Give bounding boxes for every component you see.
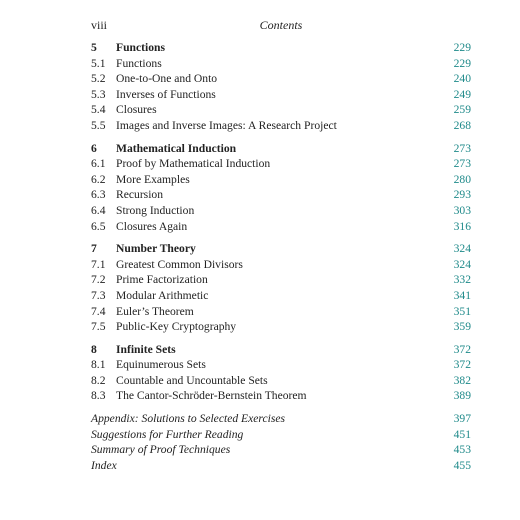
page-number-link[interactable]: 324 — [453, 242, 471, 256]
chapter-8-block — [91, 342, 471, 404]
toc-entry-section-7-5[interactable] — [91, 319, 471, 335]
page-number-link[interactable]: 229 — [453, 41, 471, 54]
section-number: 7.5 — [91, 320, 106, 334]
page-number-link[interactable]: 397 — [453, 412, 471, 426]
page-number-link[interactable]: 273 — [453, 157, 471, 171]
page-folio: viii — [91, 18, 108, 32]
toc-entry-section-5-2[interactable] — [91, 71, 471, 87]
back-matter-title: Summary of Proof Techniques — [91, 443, 231, 457]
section-title: Euler’s Theorem — [116, 304, 194, 318]
section-title: Public-Key Cryptography — [116, 320, 237, 334]
section-title: One-to-One and Onto — [116, 72, 218, 86]
chapter-5-block — [91, 40, 471, 134]
page-number-link[interactable]: 293 — [453, 188, 471, 202]
running-head-title: Contents — [259, 18, 303, 32]
section-title: Equinumerous Sets — [116, 358, 206, 372]
toc-entry-section-6-2[interactable] — [91, 172, 471, 188]
table-of-contents — [91, 40, 471, 404]
section-number: 6.1 — [91, 157, 106, 171]
toc-entry-index[interactable] — [91, 458, 471, 474]
toc-entry-section-6-3[interactable] — [91, 187, 471, 203]
toc-entry-section-5-1[interactable] — [91, 56, 471, 72]
section-number: 8.2 — [91, 373, 106, 387]
section-number: 5.2 — [91, 72, 106, 86]
back-matter-title: Suggestions for Further Reading — [91, 427, 244, 441]
section-number: 5.3 — [91, 87, 106, 101]
page-number-link[interactable]: 382 — [453, 373, 471, 387]
section-title: Closures — [116, 103, 157, 117]
page-number-link[interactable]: 316 — [453, 219, 471, 233]
page-number-link[interactable]: 451 — [453, 427, 471, 441]
section-number: 7.3 — [91, 288, 106, 302]
section-title: Proof by Mathematical Induction — [116, 157, 271, 171]
section-number: 5.1 — [91, 56, 106, 70]
chapter-number: 8 — [91, 342, 97, 356]
section-title: Images and Inverse Images: A Research Project — [116, 118, 337, 132]
chapter-title: Mathematical Induction — [116, 141, 237, 155]
section-title: Recursion — [116, 188, 164, 202]
section-title: Closures Again — [116, 219, 188, 233]
toc-entry-section-8-1[interactable] — [91, 357, 471, 373]
section-title: Functions — [116, 56, 162, 70]
running-head — [91, 18, 471, 36]
contents-page — [91, 18, 471, 473]
toc-entry-section-7-4[interactable] — [91, 304, 471, 320]
section-number: 5.5 — [91, 118, 106, 132]
back-matter-title: Appendix: Solutions to Selected Exercises — [91, 412, 286, 426]
section-number: 7.4 — [91, 304, 106, 318]
page-number-link[interactable]: 372 — [453, 342, 471, 356]
section-number: 7.2 — [91, 273, 106, 287]
toc-entry-section-7-2[interactable] — [91, 272, 471, 288]
toc-entry-chapter-7[interactable] — [91, 241, 471, 257]
page-number-link[interactable]: 280 — [453, 172, 471, 186]
page-number-link[interactable]: 268 — [453, 118, 471, 132]
page-number-link[interactable]: 453 — [453, 443, 471, 457]
page-number-link[interactable]: 341 — [453, 288, 471, 302]
chapter-7-block — [91, 241, 471, 335]
section-number: 7.1 — [91, 257, 106, 271]
toc-entry-section-5-3[interactable] — [91, 87, 471, 103]
section-title: The Cantor-Schröder-Bernstein Theorem — [116, 389, 307, 403]
chapter-title: Number Theory — [116, 242, 196, 256]
section-title: Countable and Uncountable Sets — [116, 373, 268, 387]
section-title: Strong Induction — [116, 203, 195, 217]
toc-entry-section-6-5[interactable] — [91, 219, 471, 235]
toc-entry-summary-of-proof[interactable] — [91, 442, 471, 458]
page-number-link[interactable]: 229 — [453, 56, 471, 70]
section-number: 6.5 — [91, 219, 106, 233]
chapter-number: 7 — [91, 242, 97, 256]
section-number: 5.4 — [91, 103, 106, 117]
toc-entry-suggestions-for-further[interactable] — [91, 427, 471, 443]
chapter-6-block — [91, 141, 471, 235]
page-number-link[interactable]: 372 — [453, 358, 471, 372]
toc-entry-section-8-3[interactable] — [91, 388, 471, 404]
section-number: 6.2 — [91, 172, 106, 186]
page-number-link[interactable]: 332 — [453, 273, 471, 287]
toc-entry-section-7-1[interactable] — [91, 257, 471, 273]
page-number-link[interactable]: 324 — [453, 257, 471, 271]
page-number-link[interactable]: 455 — [453, 458, 471, 472]
section-title: More Examples — [116, 172, 190, 186]
page-number-link[interactable]: 273 — [453, 141, 471, 155]
chapter-title: Functions — [116, 41, 165, 54]
toc-entry-section-7-3[interactable] — [91, 288, 471, 304]
page-number-link[interactable]: 389 — [453, 389, 471, 403]
page-number-link[interactable]: 240 — [453, 72, 471, 86]
toc-entry-chapter-6[interactable] — [91, 141, 471, 157]
toc-entry-chapter-5[interactable] — [91, 40, 471, 56]
toc-entry-section-5-4[interactable] — [91, 102, 471, 118]
section-number: 6.4 — [91, 203, 106, 217]
chapter-number: 6 — [91, 141, 97, 155]
page-number-link[interactable]: 259 — [453, 103, 471, 117]
chapter-number: 5 — [91, 41, 97, 54]
page-number-link[interactable]: 351 — [453, 304, 471, 318]
page-number-link[interactable]: 249 — [453, 87, 471, 101]
back-matter-title: Index — [91, 458, 117, 472]
section-number: 6.3 — [91, 188, 106, 202]
toc-entry-section-8-2[interactable] — [91, 373, 471, 389]
section-title: Inverses of Functions — [116, 87, 216, 101]
section-title: Prime Factorization — [116, 273, 208, 287]
toc-entry-section-6-1[interactable] — [91, 156, 471, 172]
section-title: Modular Arithmetic — [116, 288, 209, 302]
page-number-link[interactable]: 359 — [453, 320, 471, 334]
section-title: Greatest Common Divisors — [116, 257, 243, 271]
back-matter-list — [91, 411, 471, 473]
chapter-title: Infinite Sets — [116, 342, 176, 356]
toc-entry-section-5-5[interactable] — [91, 118, 471, 134]
section-number: 8.3 — [91, 389, 106, 403]
toc-entry-appendix-solutions-to[interactable] — [91, 411, 471, 427]
section-number: 8.1 — [91, 358, 106, 372]
toc-entry-chapter-8[interactable] — [91, 342, 471, 358]
toc-entry-section-6-4[interactable] — [91, 203, 471, 219]
page-number-link[interactable]: 303 — [453, 203, 471, 217]
